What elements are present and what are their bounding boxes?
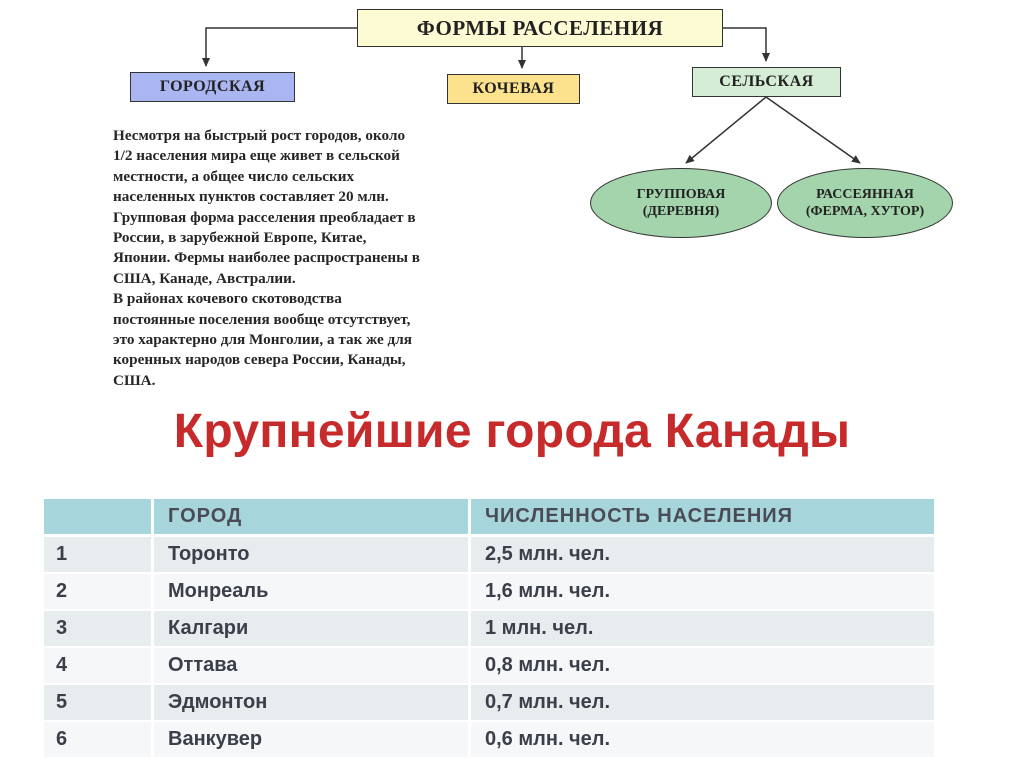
paragraph-line: В районах кочевого скотоводства <box>113 290 342 308</box>
node-rural-label: СЕЛЬСКАЯ <box>719 73 814 90</box>
row-population: 0,6 млн. чел. <box>471 722 934 759</box>
node-group-label: ГРУППОВАЯ <box>636 187 726 202</box>
cities-table <box>44 499 934 759</box>
paragraph-line: коренных народов севера России, Канады, <box>113 351 406 369</box>
paragraph-line: Японии. Фермы наиболее распространены в <box>113 249 420 267</box>
paragraph-line: постоянные поселения вообще отсутствует, <box>113 310 411 328</box>
row-city: Оттава <box>154 648 471 685</box>
paragraph-line: США. <box>113 371 156 389</box>
paragraph-line: Несмотря на быстрый рост городов, около <box>113 127 406 144</box>
header-city: ГОРОД <box>154 499 471 537</box>
header-population: ЧИСЛЕННОСТЬ НАСЕЛЕНИЯ <box>471 499 934 537</box>
row-number: 3 <box>44 611 154 648</box>
paragraph-line: США, Канаде, Австралии. <box>113 269 296 287</box>
table-header-row <box>44 499 934 537</box>
connector-rural-group <box>686 97 766 163</box>
connector-root-urban <box>206 28 357 66</box>
row-population: 0,7 млн. чел. <box>471 685 934 722</box>
paragraph-line: Групповая форма расселения преобладает в <box>113 208 416 226</box>
row-number: 4 <box>44 648 154 685</box>
node-nomadic-label: КОЧЕВАЯ <box>472 80 555 97</box>
node-group-sublabel: (ДЕРЕВНЯ) <box>642 204 720 219</box>
table-row <box>44 648 934 685</box>
row-city: Торонто <box>154 537 471 574</box>
table-row <box>44 537 934 574</box>
paragraph-line: России, в зарубежной Европе, Китае, <box>113 229 367 247</box>
paragraph-line: 1/2 населения мира еще живет в сельской <box>113 147 400 165</box>
table-row <box>44 574 934 611</box>
node-group-village <box>590 168 772 238</box>
paragraph-line: местности, а общее число сельских <box>113 167 355 185</box>
node-urban <box>130 72 295 102</box>
connector-rural-scatter <box>766 97 860 163</box>
row-city: Монреаль <box>154 574 471 611</box>
row-number: 5 <box>44 685 154 722</box>
row-number: 1 <box>44 537 154 574</box>
paragraph-line: это характерно для Монголии, а так же для <box>113 331 412 349</box>
row-city: Эдмонтон <box>154 685 471 722</box>
row-population: 0,8 млн. чел. <box>471 648 934 685</box>
node-scatter-label: РАССЕЯННАЯ <box>816 187 914 202</box>
node-rural <box>692 67 841 97</box>
root-node-label: ФОРМЫ РАССЕЛЕНИЯ <box>416 15 664 40</box>
section-title: Крупнейшие города Канады <box>173 405 851 458</box>
row-number: 6 <box>44 722 154 759</box>
root-node-settlement-forms <box>357 9 723 47</box>
row-population: 1 млн. чел. <box>471 611 934 648</box>
paragraph-line: населенных пунктов составляет 20 млн. <box>113 188 389 206</box>
row-number: 2 <box>44 574 154 611</box>
row-city: Ванкувер <box>154 722 471 759</box>
table-row <box>44 685 934 722</box>
header-number <box>44 499 154 537</box>
row-population: 1,6 млн. чел. <box>471 574 934 611</box>
row-population: 2,5 млн. чел. <box>471 537 934 574</box>
row-city: Калгари <box>154 611 471 648</box>
table-row <box>44 722 934 759</box>
description-paragraph <box>113 126 583 391</box>
node-nomadic <box>447 74 580 104</box>
node-scattered-farm <box>777 168 953 238</box>
node-scatter-sublabel: (ФЕРМА, ХУТОР) <box>805 204 925 219</box>
table-row <box>44 611 934 648</box>
connector-root-rural <box>723 28 766 61</box>
node-urban-label: ГОРОДСКАЯ <box>159 78 266 95</box>
